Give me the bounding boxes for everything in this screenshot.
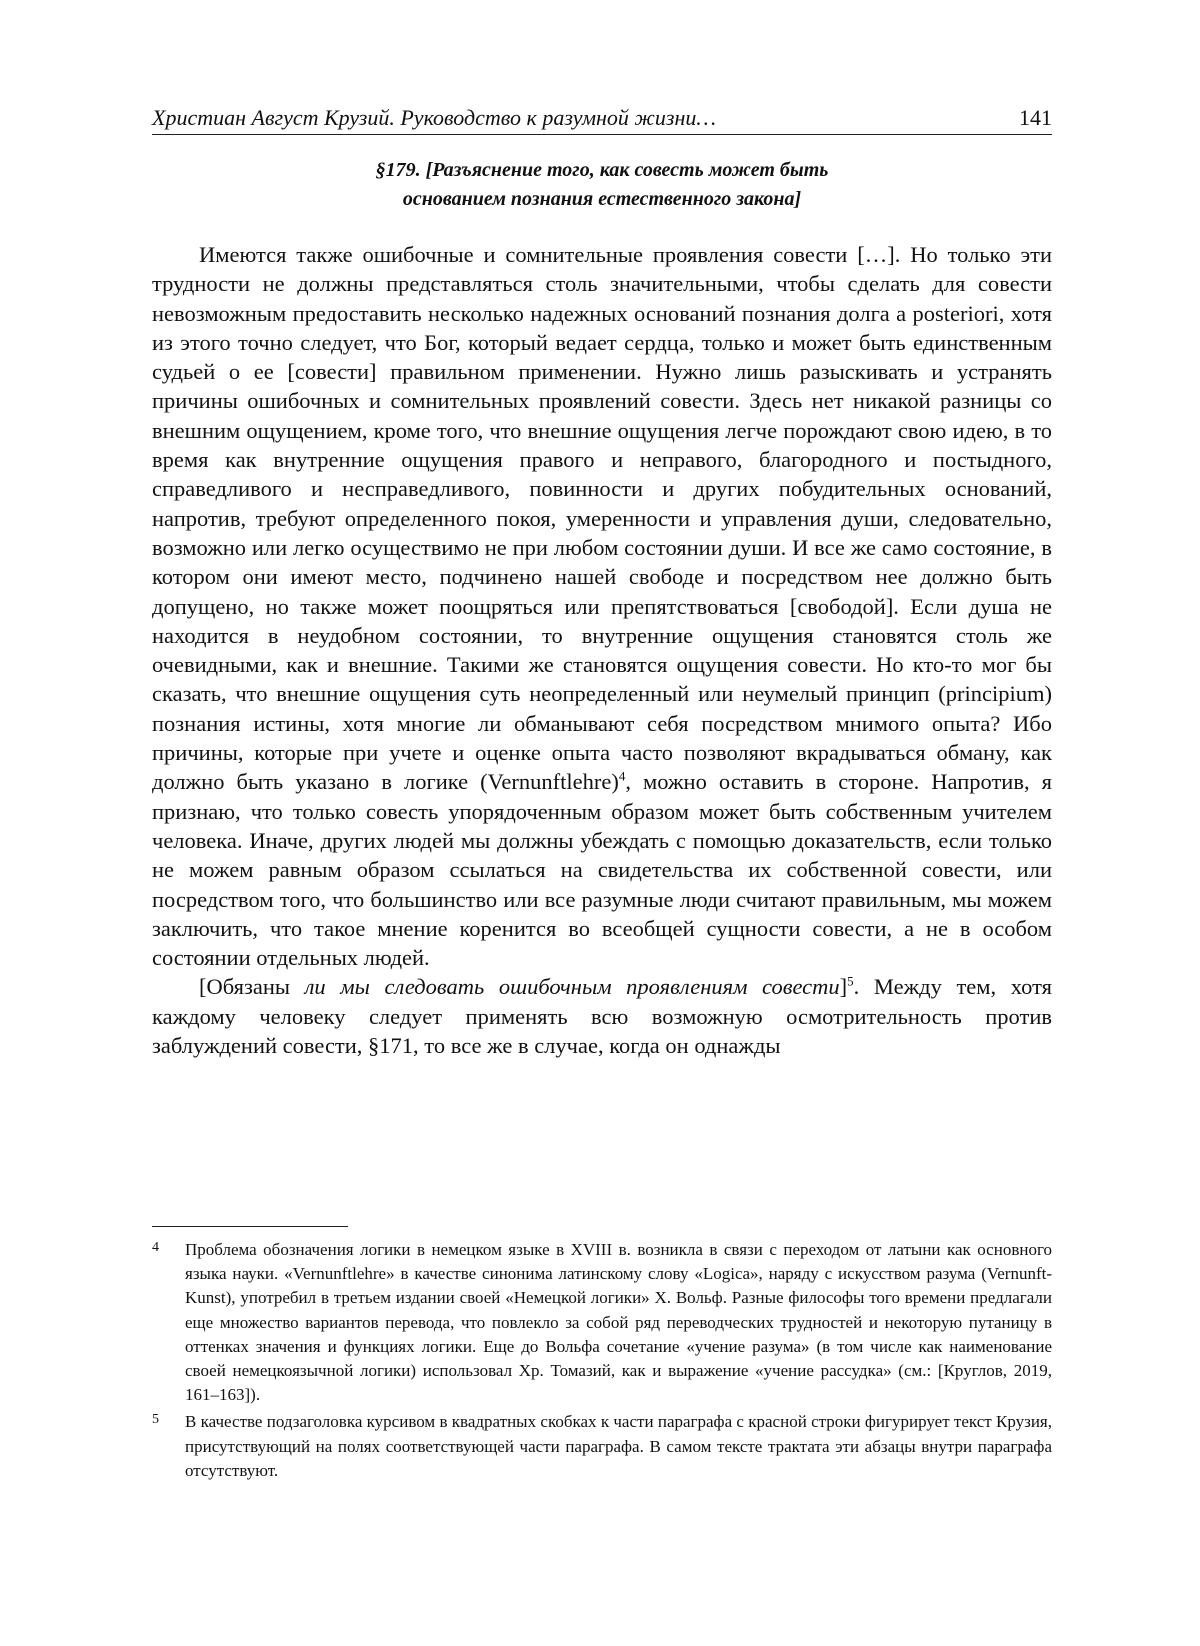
paragraph-2-italic-subheading: ли мы следовать ошибочным проявлениям совести bbox=[304, 974, 840, 1000]
footnote-number: 4 bbox=[152, 1240, 159, 1255]
footnote-ref-5[interactable]: 5 bbox=[847, 973, 854, 989]
footnote-4 bbox=[152, 1238, 1052, 1407]
running-header bbox=[152, 104, 1052, 135]
section-title-line-1: §179. [Разъяснение того, как совесть может быть bbox=[375, 159, 829, 181]
footnote-number: 5 bbox=[152, 1412, 159, 1428]
footnote-5 bbox=[152, 1410, 1052, 1483]
section-title bbox=[152, 156, 1052, 214]
footnote-text: В качестве подзаголовка курсивом в квадратных скобках к части параграфа с красной строки фигурирует текст Крузия, присутствующий на полях соответствующей части параграфа. В самом тексте трактата эти абзацы внутри параграфа отсутствуют. bbox=[185, 1412, 1052, 1480]
paragraph-2-text: . Между тем, хотя каждому человеку следует применять всю возможную осмотрительность против заблуждений совести, §171, то все же в случае, когда он однажды bbox=[152, 974, 1052, 1059]
footnote-ref-4[interactable]: 4 bbox=[618, 768, 626, 784]
paragraph-1 bbox=[152, 240, 1052, 972]
paragraph-2-close: ] bbox=[839, 974, 848, 1000]
footnotes bbox=[152, 1238, 1052, 1486]
paragraph-2-open: [Обязаны bbox=[199, 974, 305, 1000]
footnote-text: Проблема обозначения логики в немецком языке в XVIII в. возникла в связи с переходом от латыни как основного языка науки. «Vernunftlehre» в качестве синонима латинскому слову «Logica», наряду с искусством разума (Vernunft-Kunst), употребил в третьем издании своей «Немецкой логики» Х. Вольф. Разные философы того времени предлагали еще множество вариантов перевода, что повлекло за собой ряд переводческих трудностей и некоторую путаницу в оттенках значения и функциях логики. Еще до Вольфа сочетание «учение разума» (в том числе как наименование своей немецкоязычной логики) использовал Хр. Томазий, как и выражение «учение рассудка» (см.: [Круглов, 2019, 161–163]). bbox=[185, 1240, 1052, 1405]
paragraph-1-text-a: Имеются также ошибочные и сомнительные проявления совести […]. Но только эти трудности не должны представляться столь значительными, чтобы сделать для совести невозможным предоставить несколько надежных оснований познания долга a posteriori, хотя из этого точно следует, что Бог, который ведает сердца, только и может быть единственным судьей о ее [совести] правильном применении. Нужно лишь разыскивать и устранять причины ошибочных и сомнительных проявлений совести. Здесь нет никакой разницы со внешним ощущением, кроме того, что внешние ощущения легче порождают свою идею, в то время как внутренние ощущения правого и неправого, благородного и постыдного, справедливого и несправедливого, повинности и других побудительных оснований, напротив, требуют определенного покоя, умеренности и управления души, следовательно, возможно или легко осуществимо не при любом состоянии души. И все же само состояние, в котором они имеют место, подчинено нашей свободе и посредством нее должно быть допущено, но также может поощряться или препятствоваться [свободой]. Если душа не находится в неудобном состоянии, то внутренние ощущения становятся столь же очевидными, как и внешние. Такими же становятся ощущения совести. Но кто-то мог бы сказать, что внешние ощущения суть неопределенный или неумелый принцип (principium) познания истины, хотя многие ли обманывают себя посредством мнимого опыта? Ибо причины, которые при учете и оценке опыта часто позволяют вкрадываться обману, как должно быть указано в логике (Vernunftlehre) bbox=[152, 242, 1052, 795]
paragraph-1-text-b: , можно оставить в стороне. Напротив, я признаю, что только совесть упорядоченным образом может быть собственным учителем человека. Иначе, других людей мы должны убеждать с помощью доказательств, если только не можем равным образом ссылаться на свидетельства их собственной совести, или посредством того, что большинство или все разумные люди считают правильным, мы можем заключить, что такое мнение коренится во всеобщей сущности совести, а не в особом состоянии отдельных людей. bbox=[152, 769, 1052, 971]
footnote-separator bbox=[152, 1226, 348, 1227]
page-number: 141 bbox=[1019, 105, 1052, 130]
paragraph-2 bbox=[152, 972, 1052, 1060]
section-title-line-2: основанием познания естественного закона] bbox=[402, 188, 802, 210]
body-text bbox=[152, 240, 1052, 1060]
running-title: Христиан Август Крузий. Руководство к разумной жизни… bbox=[152, 105, 716, 130]
